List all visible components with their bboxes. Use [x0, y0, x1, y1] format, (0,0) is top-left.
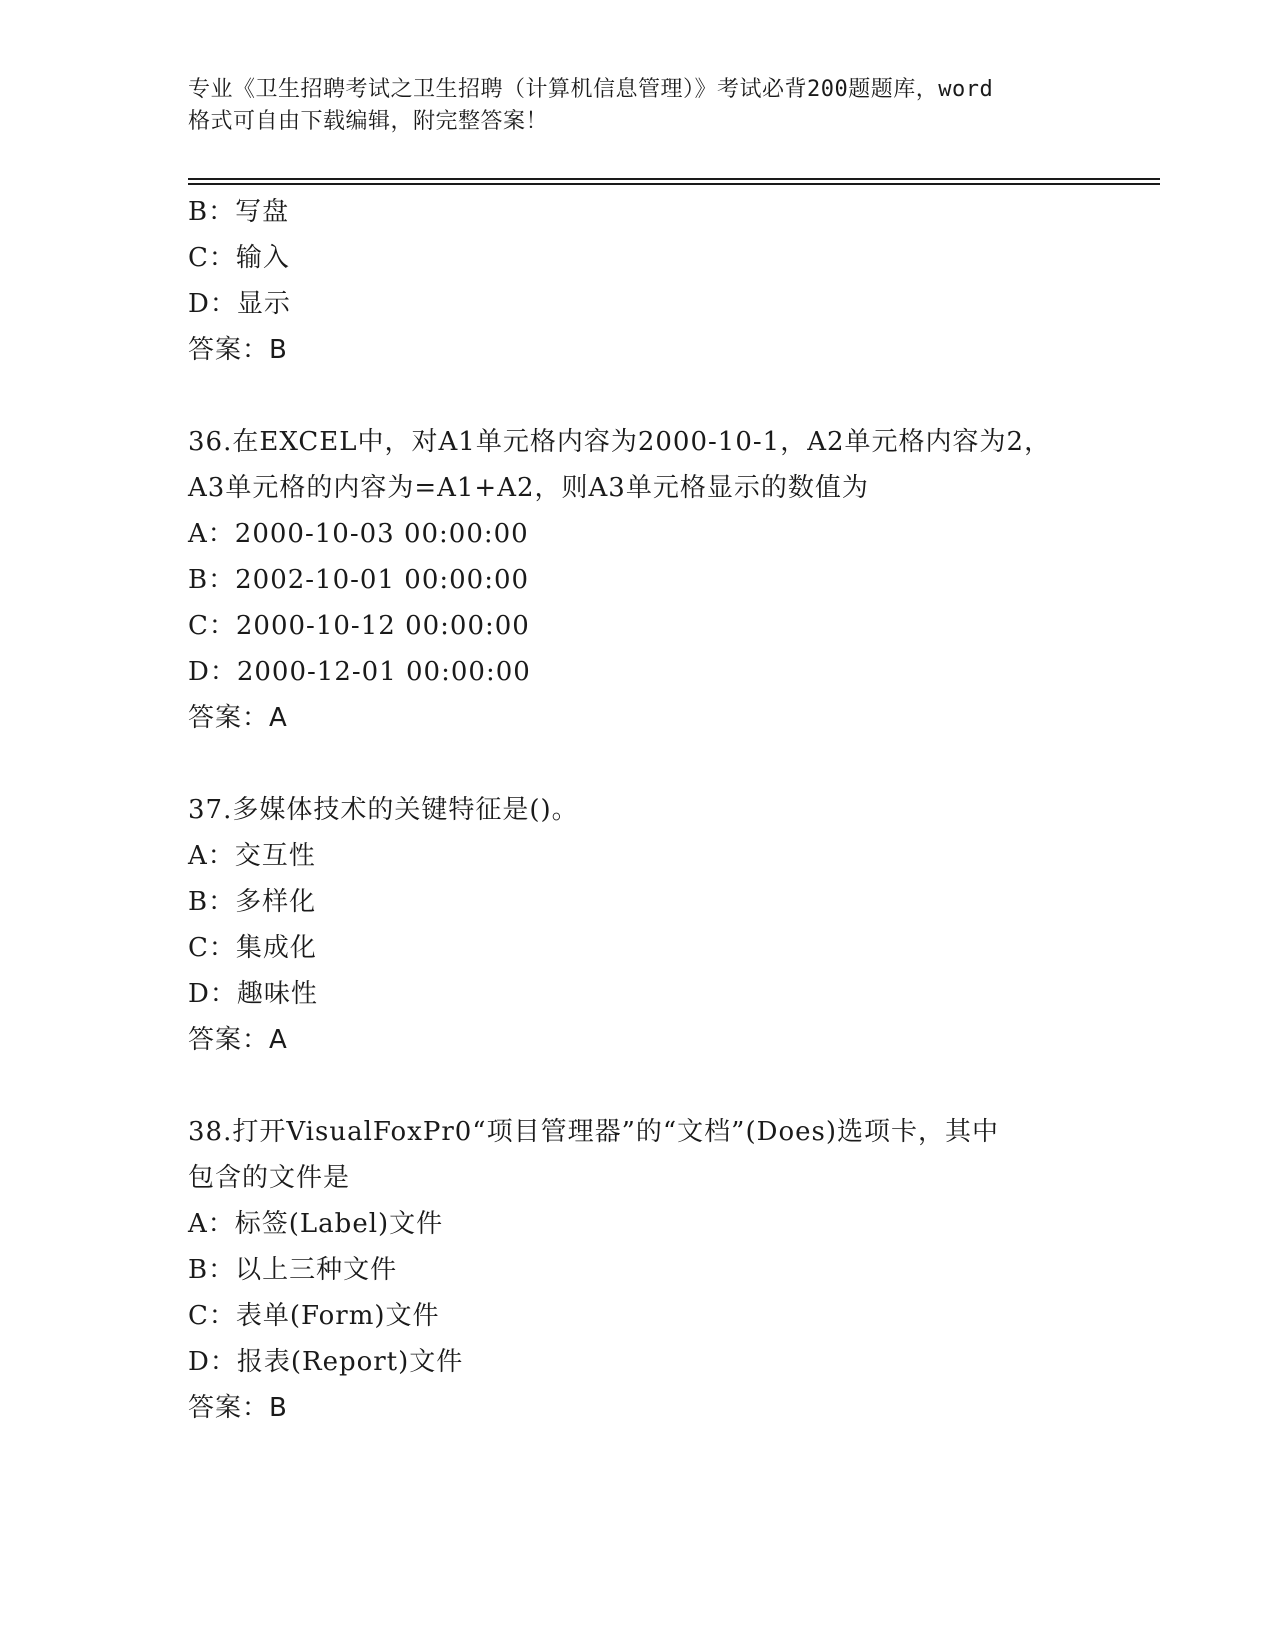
option-line: B：写盘 — [188, 197, 290, 227]
option-line: D：显示 — [188, 289, 291, 319]
option-line: D：2000-12-01 00:00:00 — [188, 657, 531, 687]
answer-line: 答案：A — [188, 703, 288, 733]
question-stem-line: 36.在EXCEL中，对A1单元格内容为2000-10-1，A2单元格内容为2， — [188, 427, 1052, 457]
option-line: A：2000-10-03 00:00:00 — [188, 519, 529, 549]
option-line: C：表单(Form)文件 — [188, 1301, 440, 1331]
option-line: B：多样化 — [188, 887, 317, 917]
question-stem-line: A3单元格的内容为=A1+A2，则A3单元格显示的数值为 — [188, 473, 869, 503]
answer-line: 答案：B — [188, 1393, 288, 1423]
option-line: C：2000-10-12 00:00:00 — [188, 611, 530, 641]
option-line: C：集成化 — [188, 933, 317, 963]
question-block-36 — [188, 419, 1088, 741]
question-stem-line: 包含的文件是 — [188, 1163, 351, 1193]
document-header — [188, 74, 1088, 138]
question-block-37 — [188, 787, 1088, 1063]
answer-line: 答案：A — [188, 1025, 288, 1055]
header-line-2: 格式可自由下载编辑，附完整答案！ — [188, 109, 549, 134]
option-line: D：趣味性 — [188, 979, 318, 1009]
option-line: D：报表(Report)文件 — [188, 1347, 464, 1377]
question-block-38 — [188, 1109, 1088, 1431]
question-stem-line: 38.打开VisualFoxPr0“项目管理器”的“文档”(Does)选项卡，其中 — [188, 1117, 999, 1147]
question-list — [188, 189, 1088, 1431]
question-block-continued — [188, 189, 1088, 373]
option-line: B：2002-10-01 00:00:00 — [188, 565, 530, 595]
option-line: B：以上三种文件 — [188, 1255, 398, 1285]
option-line: A：交互性 — [188, 841, 316, 871]
header-divider-bottom — [188, 183, 1160, 185]
answer-line: 答案：B — [188, 335, 288, 365]
option-line: C：输入 — [188, 243, 290, 273]
option-line: A：标签(Label)文件 — [188, 1209, 444, 1239]
question-stem-line: 37.多媒体技术的关键特征是()。 — [188, 795, 579, 825]
header-line-1: 专业《卫生招聘考试之卫生招聘（计算机信息管理）》考试必背200题题库，word — [188, 77, 994, 102]
header-divider-top — [188, 178, 1160, 180]
